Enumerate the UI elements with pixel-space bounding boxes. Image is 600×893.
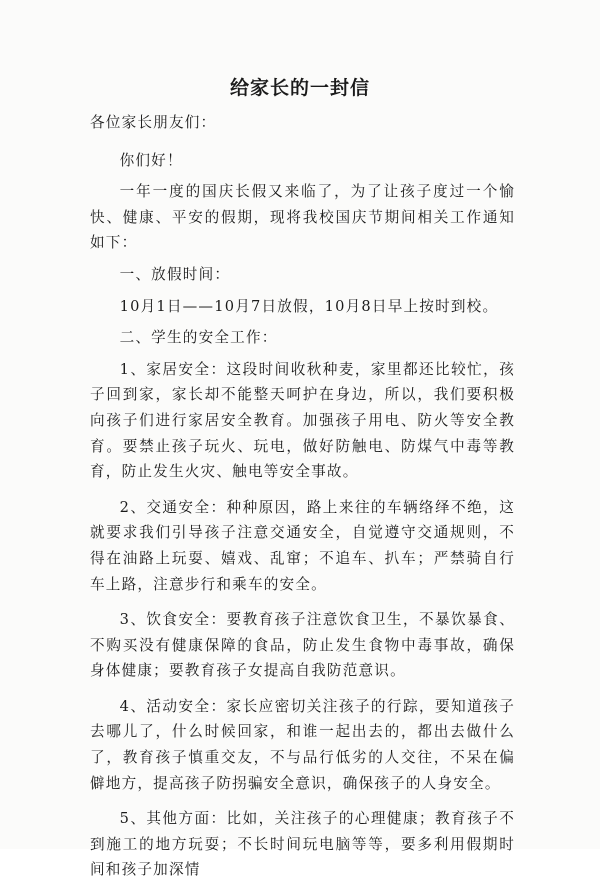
letter-body — [90, 110, 515, 893]
safety-item-food: 3、饮食安全：要教育孩子注意饮食卫生，不暴饮暴食、不购买没有健康保障的食品，防止发生食物中毒事故，确保身体健康；要教育孩子女提高自我防范意识。 — [90, 611, 515, 680]
safety-item-home: 1、家居安全：这段时间收秋种麦，家里都还比较忙，孩子回到家，家长却不能整天呵护在身边，所以，我们要积极向孩子们进行家居安全教育。加强孩子用电、防火等安全教育。要禁止孩子玩火、玩电，做好防触电、防煤气中毒等教育，防止发生火灾、触电等安全事故。 — [90, 360, 515, 481]
intro-paragraph: 一年一度的国庆长假又来临了，为了让孩子度过一个愉快、健康、平安的假期，现将我校国庆节期间相关工作通知如下： — [90, 183, 515, 252]
holiday-time: 10月1日——10月7日放假，10月8日早上按时到校。 — [119, 297, 499, 315]
safety-item-traffic: 2、交通安全：种种原因，路上来往的车辆络绎不绝，这就要求我们引导孩子注意交通安全，自觉遵守交通规则，不得在油路上玩耍、嬉戏、乱窜；不追车、扒车；严禁骑自行车上路，注意步行和乘车的安全。 — [90, 498, 515, 593]
safety-item-activity: 4、活动安全：家长应密切关注孩子的行踪，要知道孩子去哪儿了，什么时候回家，和谁一起出去的，都出去做什么了，教育孩子慎重交友，不与品行低劣的人交往，不呆在偏僻地方，提高孩子防拐骗安全意识，确保孩子的人身安全。 — [90, 697, 515, 792]
safety-item-other: 5、其他方面：比如，关注孩子的心理健康；教育孩子不到施工的地方玩耍；不长时间玩电脑等等，要多利用假期时间和孩子加深情 — [90, 810, 515, 879]
greeting: 你们好！ — [119, 151, 183, 169]
section-heading-safety: 二、学生的安全工作： — [119, 329, 278, 347]
salutation: 各位家长朋友们： — [90, 114, 217, 131]
section-heading-holiday: 一、放假时间： — [119, 265, 231, 283]
letter-title: 给家长的一封信 — [229, 77, 370, 99]
